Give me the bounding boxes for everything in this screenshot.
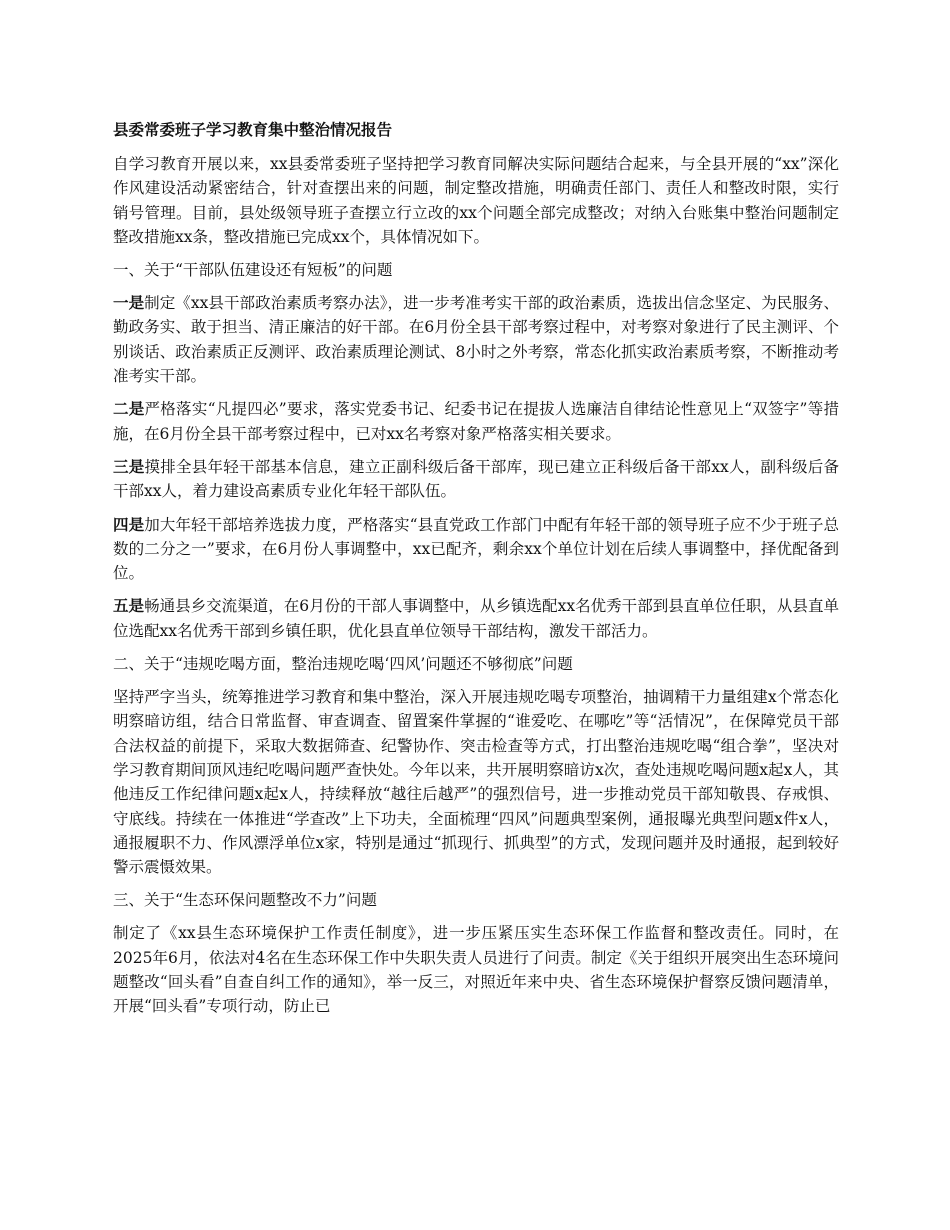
section-1-item-5 [113, 594, 839, 643]
section-1-item-3 [113, 455, 839, 504]
intro-paragraph: 自学习教育开展以来，xx县委常委班子坚持把学习教育同解决实际问题结合起来，与全县开展的“xx”深化作风建设活动紧密结合，针对查摆出来的问题，制定整改措施，明确责任部门、责任人和整改时限，实行销号管理。目前，县处级领导班子查摆立行立改的xx个问题全部完成整改；对纳入台账集中整治问题制定整改措施xx条，整改措施已完成xx个，具体情况如下。 [113, 155, 839, 246]
document-title: 县委常委班子学习教育集中整治情况报告 [113, 120, 393, 139]
section-3-heading: 三、关于“生态环保问题整改不力”问题 [113, 891, 377, 910]
item-text: 严格落实“凡提四必”要求，落实党委书记、纪委书记在提拔人选廉洁自律结论性意见上“双签字”等措施，在6月份全县干部考察过程中，已对xx名考察对象严格落实相关要求。 [113, 400, 839, 443]
section-1-item-1 [113, 291, 839, 388]
item-lead: 二是 [113, 399, 145, 419]
section-1-item-4 [113, 513, 839, 586]
item-text: 加大年轻干部培养选拔力度，严格落实“县直党政工作部门中配有年轻干部的领导班子应不少于班子总数的二分之一”要求，在6月份人事调整中，xx已配齐，剩余xx个单位计划在后续人事调整中，择优配备到位。 [113, 515, 839, 583]
item-text: 畅通县乡交流渠道，在6月份的干部人事调整中，从乡镇选配xx名优秀干部到县直单位任职，从县直单位选配xx名优秀干部到乡镇任职，优化县直单位领导干部结构，激发干部活力。 [113, 597, 839, 640]
section-3-paragraph: 制定了《xx县生态环境保护工作责任制度》，进一步压紧压实生态环保工作监督和整改责任。同时，在2025年6月，依法对4名在生态环保工作中失职失责人员进行了问责。制定《关于组织开展突出生态环境问题整改“回头看”自查自纠工作的通知》，举一反三，对照近年来中央、省生态环境保护督察反馈问题清单，开展“回头看”专项行动，防止已 [113, 924, 839, 1016]
section-2-heading: 二、关于“违规吃喝方面，整治违规吃喝‘四风’问题还不够彻底”问题 [113, 655, 573, 674]
section-1-item-2 [113, 397, 839, 446]
item-lead: 四是 [113, 514, 145, 534]
item-text: 摸排全县年轻干部基本信息，建立正副科级后备干部库，现已建立正科级后备干部xx人，副科级后备干部xx人，着力建设高素质专业化年轻干部队伍。 [113, 457, 839, 501]
section-2-paragraph: 坚持严字当头，统筹推进学习教育和集中整治，深入开展违规吃喝专项整治，抽调精干力量组建x个常态化明察暗访组，结合日常监督、审查调查、留置案件掌握的“谁爱吃、在哪吃”等“活情况”，在保障党员干部合法权益的前提下，采取大数据筛查、纪警协作、突击检查等方式，打出整治违规吃喝“组合拳”，坚决对学习教育期间顶风违纪吃喝问题严查快处。今年以来，共开展明察暗访x次，查处违规吃喝问题x起x人，其他违反工作纪律问题x起x人，持续释放“越往后越严”的强烈信号，进一步推动党员干部知敬畏、存戒惧、守底线。持续在一体推进“学查改”上下功夫，全面梳理“四风”问题典型案例，通报曝光典型问题x件x人，通报履职不力、作风漂浮单位x家，特别是通过“抓现行、抓典型”的方式，发现问题并及时通报，起到较好警示震慑效果。 [113, 688, 839, 877]
document-page [113, 118, 839, 1028]
item-text: 制定《xx县干部政治素质考察办法》，进一步考准考实干部的政治素质，选拔出信念坚定、为民服务、勤政务实、敢于担当、清正廉洁的好干部。在6月份全县干部考察过程中，对考察对象进行了民主测评、个别谈话、政治素质正反测评、政治素质理论测试、8小时之外考察，常态化抓实政治素质考察，不断推动考准考实干部。 [113, 294, 839, 386]
section-1-heading: 一、关于“干部队伍建设还有短板”的问题 [113, 261, 393, 280]
item-lead: 五是 [113, 596, 145, 616]
item-lead: 三是 [113, 456, 145, 476]
item-lead: 一是 [113, 293, 145, 313]
